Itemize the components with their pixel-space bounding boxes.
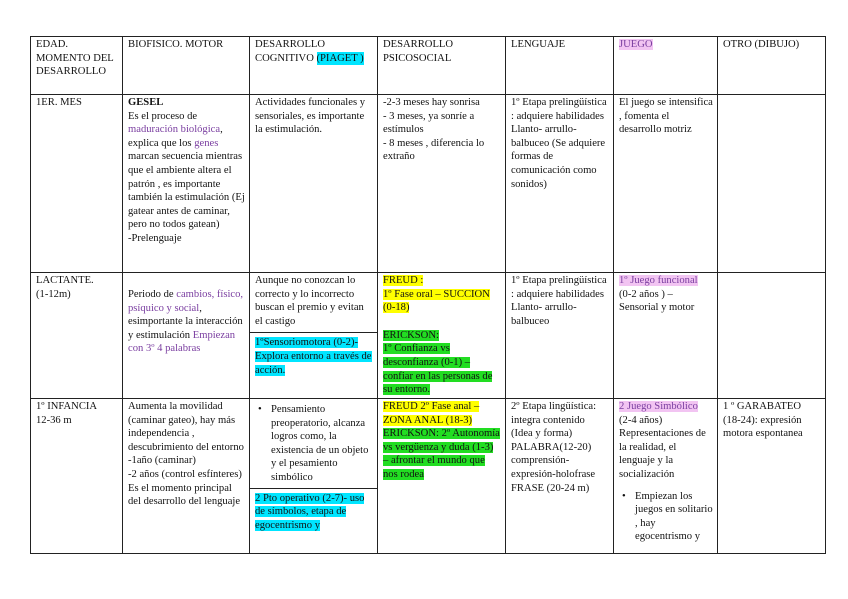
header-piaget: (PIAGET ) <box>316 52 364 64</box>
r2-biofisico <box>123 273 250 399</box>
r2-bio-d: Empiezan con 3º 4 palabras <box>128 329 236 355</box>
r3-psi-a: FREUD 2º Fase anal – ZONA ANAL (18-3) <box>383 401 480 426</box>
r3-cognitivo <box>250 399 378 554</box>
r1-bio-f: -Prelenguaje <box>128 232 182 244</box>
r3-bio-3: -2 años (control esfínteres) <box>128 468 242 480</box>
r1-bio-title: GESEL <box>128 97 164 108</box>
header-cognitivo-text: DESARROLLO COGNITIVO <box>255 39 326 64</box>
r3-cog-list <box>255 403 373 485</box>
r2-psicosocial <box>378 273 506 399</box>
row-1er-mes <box>31 95 826 273</box>
r2-bio-c: , esimportante la interacción y estimulación <box>128 302 243 341</box>
r1-juego: El juego se intensifica , fomenta el desarrollo motriz <box>614 95 718 273</box>
header-cognitivo <box>250 37 378 95</box>
header-edad: EDAD. MOMENTO DEL DESARROLLO <box>31 37 123 95</box>
header-biofisico: BIOFISICO. MOTOR <box>123 37 250 95</box>
r2-lenguaje: 1º Etapa prelingüística : adquiere habilidades Llanto- arrullo- balbuceo <box>506 273 614 399</box>
r3-bio-2: -1año (caminar) <box>128 455 196 467</box>
r3-juego-b: (2-4 años) Representaciones de la realidad, el lenguaje y la socialización <box>619 414 706 480</box>
r2-juego-a: 1º Juego funcional <box>619 275 698 286</box>
r2-psi-a2: 1º Fase oral – SUCCION (0-18) <box>383 288 490 314</box>
row-lactante <box>31 273 826 399</box>
r1-lenguaje: 1º Etapa prelingüística : adquiere habilidades Llanto- arrullo- balbuceo (Se adquiere formas de comunicación como sonidos) <box>506 95 614 273</box>
r2-juego <box>614 273 718 399</box>
r2-edad-1: LACTANTE. <box>36 275 94 286</box>
r3-edad-1: 1º INFANCIA <box>36 401 98 412</box>
r3-edad <box>31 399 123 554</box>
r2-edad <box>31 273 123 399</box>
r1-edad: 1ER. MES <box>31 95 123 273</box>
r1-bio-e: marcan secuencia mientras que el ambiente altera el patrón , es importante también la estimulación (Ej gatear antes de caminar, pero no todos gatean) <box>128 151 245 231</box>
r2-juego-b: (0-2 años ) – Sensorial y motor <box>619 288 695 314</box>
development-table <box>30 36 826 554</box>
r3-bio-1: Aumenta la movilidad (caminar gateo), hay más independencia , descubrimiento del entorno <box>128 401 244 453</box>
r3-bio-4: Es el momento principal del desarrollo del lenguaje <box>128 482 241 508</box>
r2-cog-b: 1ºSensoriomotora (0-2)- Explora entorno a través de acción. <box>255 337 372 376</box>
r2-psi-a1: FREUD : <box>383 275 424 286</box>
r2-bio-b: cambios, físico, psíquico y social <box>128 289 244 314</box>
r2-edad-2: (1-12m) <box>36 288 71 300</box>
r3-otro: 1 º GARABATEO (18-24): expresión motora espontanea <box>718 399 826 554</box>
r1-bio-b: maduración biológica <box>128 124 221 136</box>
header-psicosocial: DESARROLLO PSICOSOCIAL <box>378 37 506 95</box>
r3-juego-a: 2 Juego Simbólico <box>619 401 698 412</box>
r1-bio-c: , explica que los <box>128 124 223 149</box>
r3-cog-a: • Pensamiento preoperatorio, alcanza logros como, la existencia de un objeto y el pesamiento simbólico <box>271 403 373 485</box>
r3-len-2: PALABRA(12-20) comprensión- expresión-holofrase FRASE (20-24 m) <box>511 441 596 494</box>
r3-cog-b: 2 Pto operativo (2-7)- uso de símbolos, etapa de egocentrismo y <box>255 492 365 531</box>
r3-cog-divider <box>250 488 377 533</box>
r1-biofisico <box>123 95 250 273</box>
r2-psi-b2: 1º Confianza vs desconfianza (0-1) – confiar en las personas de su entorno. <box>383 343 493 396</box>
r3-lenguaje <box>506 399 614 554</box>
r3-juego-list <box>619 490 713 544</box>
r3-juego-c: • Empiezan los juegos en solitario , hay egocentrismo y <box>635 490 713 544</box>
r1-bio-a: Es el proceso de <box>128 110 198 122</box>
header-otro: OTRO (DIBUJO) <box>718 37 826 95</box>
header-juego <box>614 37 718 95</box>
r1-otro <box>718 95 826 273</box>
header-juego-text: JUEGO <box>619 39 653 50</box>
r3-edad-2: 12-36 m <box>36 414 72 426</box>
r2-cog-divider <box>250 332 377 377</box>
r1-bio-d: genes <box>194 137 219 149</box>
r2-bio-a: Periodo de <box>128 289 174 300</box>
header-row <box>31 37 826 95</box>
r2-otro <box>718 273 826 399</box>
r1-psicosocial <box>378 95 506 273</box>
r1-cognitivo: Actividades funcionales y sensoriales, es importante la estimulación. <box>250 95 378 273</box>
header-lenguaje: LENGUAJE <box>506 37 614 95</box>
row-1-infancia <box>31 399 826 554</box>
r1-psi-2: - 3 meses, ya sonríe a estímulos <box>383 110 475 136</box>
r2-cognitivo <box>250 273 378 399</box>
r2-psi-b1: ERICKSON: <box>383 329 439 341</box>
r3-juego <box>614 399 718 554</box>
r3-psicosocial <box>378 399 506 554</box>
r3-len-1: 2º Etapa lingüística: integra contenido (Idea y forma) <box>511 401 597 440</box>
r1-psi-3: - 8 meses , diferencia lo extraño <box>383 137 485 163</box>
r3-biofisico <box>123 399 250 554</box>
r2-cog-a: Aunque no conozcan lo correcto y lo incorrecto buscan el premio y evitan el castigo <box>255 275 364 327</box>
r3-psi-b: ERICKSON: 2º Autonomía vs vergüenza y duda (1-3) – afrontar el mundo que nos rodea <box>383 428 500 480</box>
r1-psi-1: -2-3 meses hay sonrisa <box>383 97 480 108</box>
